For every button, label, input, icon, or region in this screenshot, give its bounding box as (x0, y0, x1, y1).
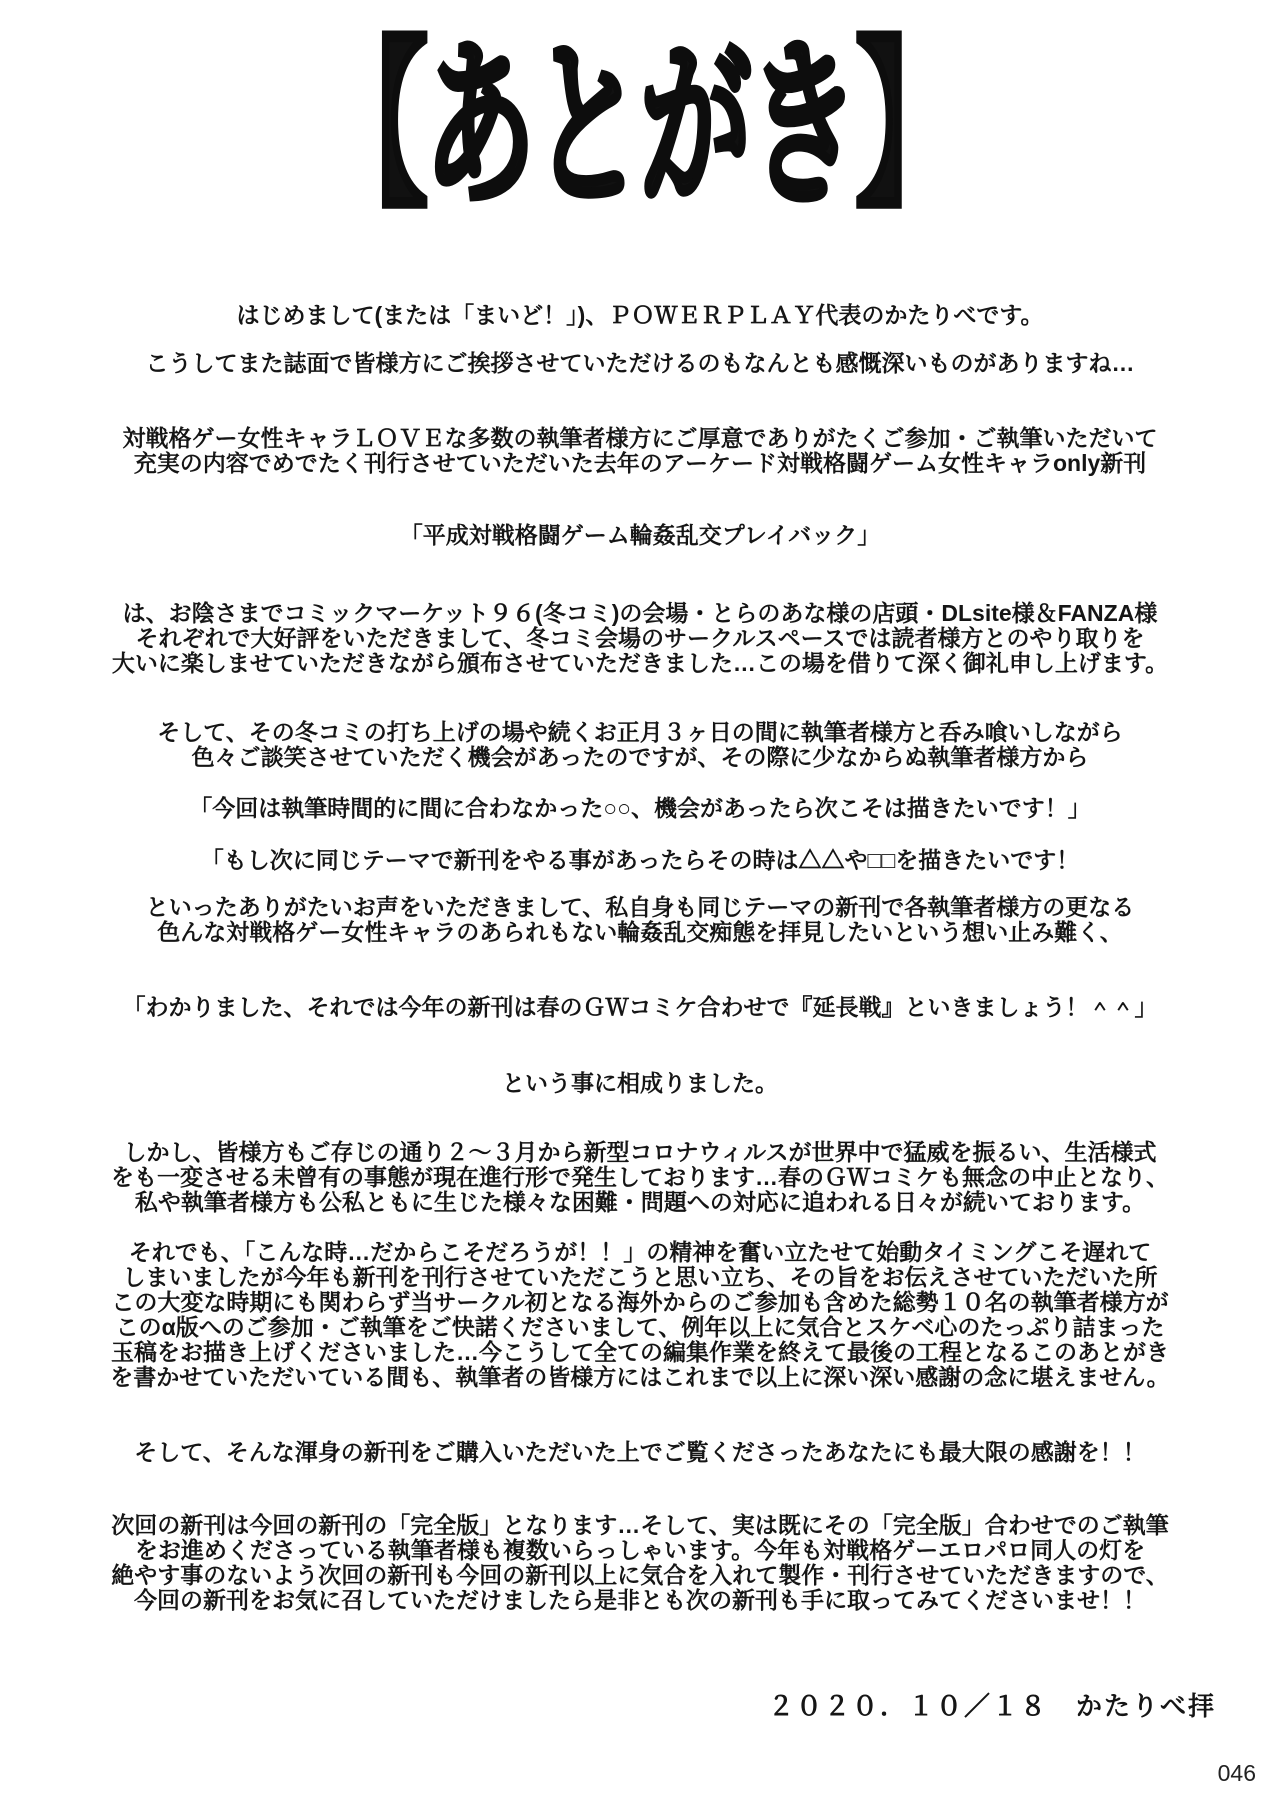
paragraph-quote-1 (30, 796, 1250, 821)
text-line: 色んな対戦格ゲー女性キャラのあられもない輪姦乱交痴態を拝見したいという想い止み難く、 (157, 919, 1123, 945)
text-line: 対戦格ゲー女性キャラＬＯＶＥな多数の執筆者様方にご厚意でありがたくご参加・ご執筆いただいて (122, 425, 1158, 451)
paragraph-lastyear-book (30, 426, 1250, 476)
text-line: 絶やす事のないよう次回の新刊も今回の新刊以上に気合を入れて製作・刊行させていただきますので、 (111, 1562, 1169, 1588)
paragraph-next-book (30, 1513, 1250, 1613)
paragraph-corona (30, 1140, 1250, 1215)
text-line: 「わかりました、それでは今年の新刊は春のＧＷコミケ合わせで『延長戦』といきましょう！＾＾」 (122, 994, 1158, 1020)
paragraph-greeting (30, 303, 1250, 328)
paragraph-quote-3 (30, 995, 1250, 1020)
text-line: 「今回は執筆時間的に間に合わなかった○○、機会があったら次こそは描きたいです！」 (189, 795, 1091, 821)
text-line: しまいましたが今年も新刊を刊行させていただこうと思い立ち、その旨をお伝えさせていただいた所 (122, 1264, 1158, 1290)
paragraph-afterparty (30, 720, 1250, 770)
text-line: はじめまして(または「まいど！」)、ＰＯＷＥＲＰＬＡＹ代表のかたりべです。 (236, 302, 1044, 328)
text-line: それでも、「こんな時…だからこそだろうが！！」の精神を奮い立たせて始動タイミングこそ遅れて (128, 1239, 1152, 1265)
text-line: そして、そんな渾身の新刊をご購入いただいた上でご覧くださったあなたにも最大限の感謝を！！ (134, 1439, 1146, 1465)
text-line: 今回の新刊をお気に召していただけましたら是非とも次の新刊も手に取ってみてくださいませ！！ (134, 1587, 1146, 1613)
text-line: は、お陰さまでコミックマーケット９６(冬コミ)の会場・とらのあな様の店頭・DLsite様＆FANZA様 (122, 600, 1158, 626)
text-line: 「もし次に同じテーマで新刊をやる事があったらその時は△△や□□を描きたいです！ (200, 847, 1080, 873)
paragraph-intro (30, 351, 1250, 376)
paragraph-thankful-voices (30, 895, 1250, 945)
text-line: 私や執筆者様方も公私ともに生じた様々な困難・問題への対応に追われる日々が続いております。 (134, 1189, 1146, 1215)
signature: ２０２０．１０／１８ かたりべ拝 (767, 1691, 1216, 1721)
paragraph-comiket96 (30, 601, 1250, 676)
text-line: を書かせていただいている間も、執筆者の皆様方にはこれまで以上に深い深い感謝の念に堪えません。 (110, 1364, 1170, 1390)
paragraph-book-title (30, 523, 1250, 548)
text-line: そして、その冬コミの打ち上げの場や続くお正月３ヶ日の間に執筆者様方と呑み喰いしながら (157, 719, 1123, 745)
text-line: こうしてまた誌面で皆様方にご挨拶させていただけるのもなんとも感慨深いものがありますね… (145, 350, 1135, 376)
text-line: 大いに楽しませていただきながら頒布させていただきました…この場を借りて深く御礼申し上げます。 (111, 650, 1169, 676)
text-line: それぞれで大好評をいただきまして、冬コミ会場のサークルスペースでは読者様方とのやり取りを (135, 625, 1145, 651)
text-line: この大変な時期にも関わらず当サークル初となる海外からのご参加も含めた総勢１０名の執筆者様方が (111, 1289, 1169, 1315)
text-line: 色々ご談笑させていただく機会があったのですが、その際に少なからぬ執筆者様方から (191, 744, 1089, 770)
text-line: 次回の新刊は今回の新刊の「完全版」となります…そして、実は既にその「完全版」合わせでのご執筆 (111, 1512, 1169, 1538)
text-line: 玉稿をお描き上げくださいました…今こうして全ての編集作業を終えて最後の工程となるこのあとがき (111, 1339, 1169, 1365)
paragraph-reader-thanks (30, 1440, 1250, 1465)
text-line: 「平成対戦格闘ゲーム輪姦乱交プレイバック」 (399, 522, 881, 548)
paragraph-quote-2 (30, 848, 1250, 873)
page-title: 【あとがき】 (316, 26, 964, 227)
text-line: という事に相成りました。 (502, 1070, 778, 1096)
text-line: といったありがたいお声をいただきまして、私自身も同じテーマの新刊で各執筆者様方の更なる (145, 894, 1135, 920)
page-number: 046 (1217, 1760, 1256, 1786)
text-line: このα版へのご参加・ご執筆をご快諾くださいまして、例年以上に気合とスケベ心のたっぷり詰まった (115, 1314, 1165, 1340)
text-line: をお進めくださっている執筆者様も複数いらっしゃいます。今年も対戦格ゲーエロパロ同人の灯を (134, 1537, 1146, 1563)
text-line: をも一変させる未曾有の事態が現在進行形で発生しております…春のＧＷコミケも無念の中止となり、 (111, 1164, 1169, 1190)
text-line: 充実の内容でめでたく刊行させていただいた去年のアーケード対戦格闘ゲーム女性キャラonly新刊 (133, 450, 1147, 476)
text-line: しかし、皆様方もご存じの通り２～３月から新型コロナウィルスが世界中で猛威を振るい、生活様式 (123, 1139, 1157, 1165)
paragraph-production (30, 1240, 1250, 1390)
paragraph-decision (30, 1071, 1250, 1096)
